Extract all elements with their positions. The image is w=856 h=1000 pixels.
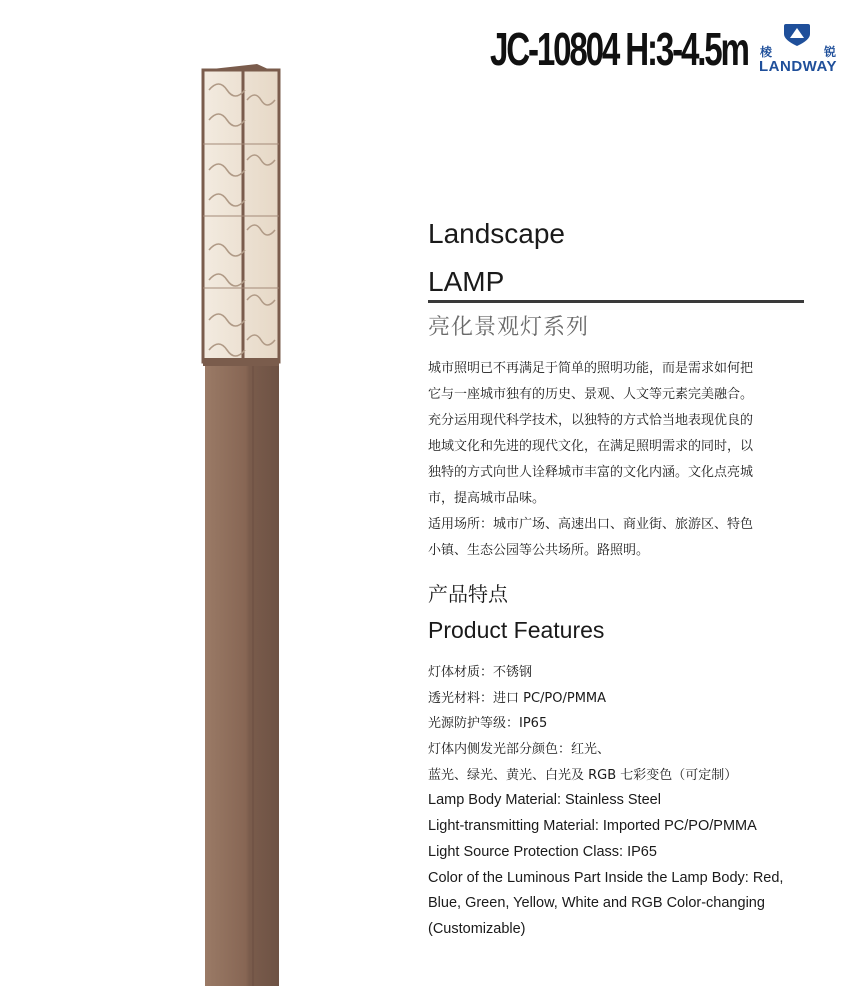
description-line: 地域文化和先进的现代文化，在满足照明需求的同时，以 bbox=[428, 439, 754, 454]
logo-cn-right: 锐 bbox=[823, 45, 836, 59]
spec-line: 透光材料：进口 PC/PO/PMMA bbox=[428, 690, 607, 706]
logo-text: LANDWAY bbox=[759, 58, 837, 75]
title-line-2: LAMP bbox=[428, 266, 505, 297]
spec-line: (Customizable) bbox=[428, 920, 526, 937]
description-line: 独特的方式向世人诠释城市丰富的文化内涵。文化点亮城 bbox=[428, 465, 754, 480]
landscape-lamp-icon bbox=[195, 60, 285, 990]
spec-line: Light-transmitting Material: Imported PC/PO/PMMA bbox=[428, 818, 757, 835]
description-line: 小镇、生态公园等公共场所。路照明。 bbox=[428, 543, 650, 558]
spec-line: 光源防护等级：IP65 bbox=[428, 716, 548, 732]
features-heading-cn: 产品特点 bbox=[428, 582, 508, 606]
features-heading-en: Product Features bbox=[428, 617, 605, 643]
description-line: 市，提高城市品味。 bbox=[428, 491, 546, 506]
series-subtitle: 亮化景观灯系列 bbox=[428, 315, 590, 340]
spec-line: 蓝光、绿光、黄光、白光及 RGB 七彩变色（可定制） bbox=[428, 767, 738, 783]
title-line-1: Landscape bbox=[428, 218, 566, 249]
description-line: 城市照明已不再满足于简单的照明功能，而是需求如何把 bbox=[428, 361, 754, 376]
title-divider bbox=[428, 300, 804, 303]
spec-line: Blue, Green, Yellow, White and RGB Color-changing bbox=[428, 895, 765, 912]
spec-line: 灯体材质：不锈钢 bbox=[428, 665, 533, 680]
spec-line: 灯体内侧发光部分颜色：红光、 bbox=[428, 742, 611, 758]
spec-line: Lamp Body Material: Stainless Steel bbox=[428, 792, 661, 809]
description-line: 充分运用现代科学技术，以独特的方式恰当地表现优良的 bbox=[428, 413, 754, 428]
description bbox=[428, 356, 818, 564]
model-title: JC-10804 H:3-4.5m bbox=[490, 23, 748, 75]
description-line: 它与一座城市独有的历史、景观、人文等元素完美融合。 bbox=[428, 387, 754, 402]
spec-line: Light Source Protection Class: IP65 bbox=[428, 843, 657, 860]
spec-line: Color of the Luminous Part Inside the Lamp Body: Red, bbox=[428, 869, 784, 886]
description-line: 适用场所：城市广场、高速出口、商业街、旅游区、特色 bbox=[428, 517, 754, 532]
logo-cn-left: 棱 bbox=[760, 45, 773, 59]
spec-list bbox=[428, 660, 838, 943]
